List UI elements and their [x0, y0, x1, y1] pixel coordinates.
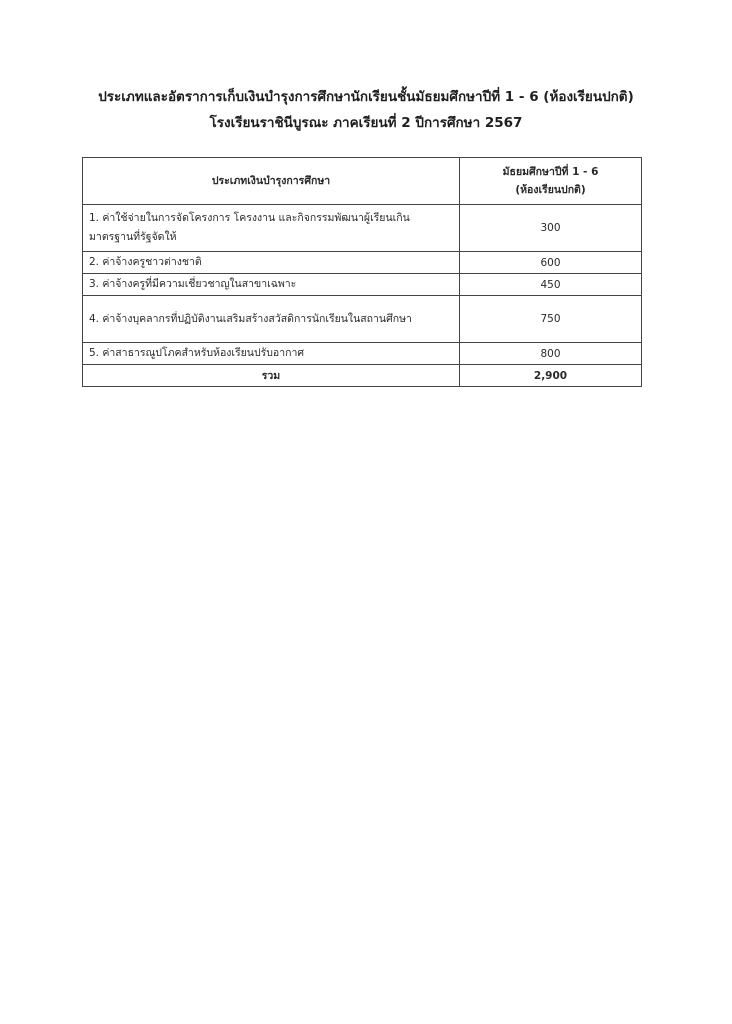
total-label: รวม — [83, 365, 460, 387]
fee-item: 4. ค่าจ้างบุคลากรที่ปฏิบัติงานเสริมสร้างสวัสดิการนักเรียนในสถานศึกษา — [83, 296, 460, 343]
header-grade-level-line2: (ห้องเรียนปกติ) — [515, 184, 586, 196]
table-row — [83, 296, 642, 343]
document-title — [40, 84, 692, 136]
header-grade-level-line1: มัธยมศึกษาปีที่ 1 - 6 — [502, 166, 599, 178]
total-row — [83, 365, 642, 387]
table-row — [83, 274, 642, 296]
fee-amount: 600 — [460, 252, 642, 274]
table-row — [83, 252, 642, 274]
fee-item: 1. ค่าใช้จ่ายในการจัดโครงการ โครงงาน และกิจกรรมพัฒนาผู้เรียนเกินมาตรฐานที่รัฐจัดให้ — [83, 205, 460, 252]
title-line-2: โรงเรียนราชินีบูรณะ ภาคเรียนที่ 2 ปีการศึกษา 2567 — [209, 115, 523, 131]
fee-amount: 750 — [460, 296, 642, 343]
table-row — [83, 205, 642, 252]
fee-amount: 300 — [460, 205, 642, 252]
fee-amount: 450 — [460, 274, 642, 296]
header-fee-type: ประเภทเงินบำรุงการศึกษา — [83, 158, 460, 205]
table-row — [83, 343, 642, 365]
header-grade-level — [460, 158, 642, 205]
title-line-1: ประเภทและอัตราการเก็บเงินบำรุงการศึกษานักเรียนชั้นมัธยมศึกษาปีที่ 1 - 6 (ห้องเรียนปกติ) — [98, 89, 634, 105]
total-amount: 2,900 — [460, 365, 642, 387]
table-header-row — [83, 158, 642, 205]
fee-item: 2. ค่าจ้างครูชาวต่างชาติ — [83, 252, 460, 274]
fee-item: 5. ค่าสาธารณูปโภคสำหรับห้องเรียนปรับอากาศ — [83, 343, 460, 365]
fee-amount: 800 — [460, 343, 642, 365]
fee-table — [82, 157, 642, 387]
fee-item: 3. ค่าจ้างครูที่มีความเชี่ยวชาญในสาขาเฉพาะ — [83, 274, 460, 296]
